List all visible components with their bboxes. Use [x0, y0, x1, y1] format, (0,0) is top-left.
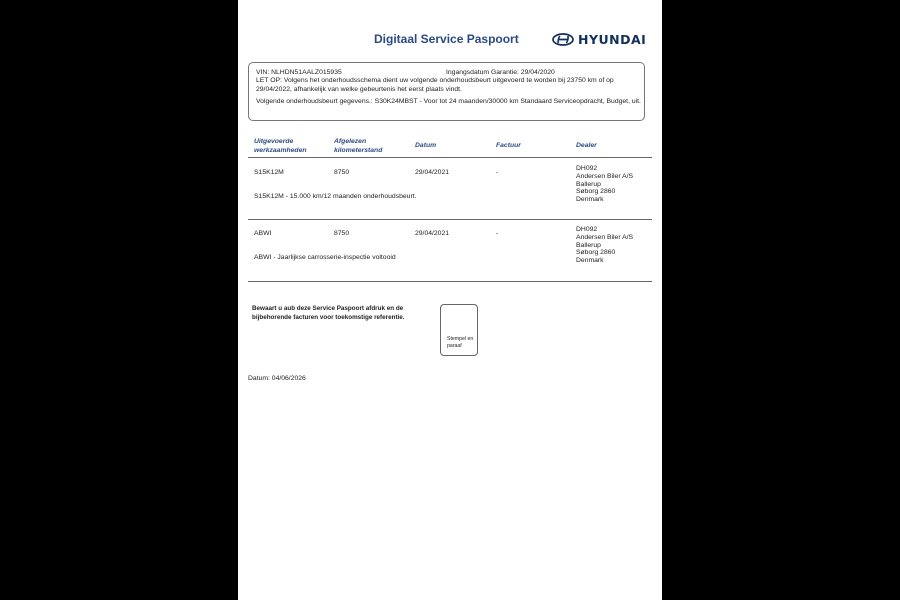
row-km: 8750 [334, 230, 350, 237]
service-note: LET OP: Volgens het onderhoudsschema dient uw volgende onderhoudsbeurt uitgevoerd te worden bij 23750 km of op 29/04/2022, afhankelijk van welke gebeurtenis het eerst plaats vindt. [256, 77, 614, 93]
table-divider [248, 219, 652, 220]
header-invoice: Factuur [496, 142, 521, 149]
table-divider [248, 281, 652, 282]
row-invoice: - [496, 169, 499, 176]
service-passport-page [238, 0, 662, 600]
info-box [248, 62, 645, 121]
row-description: ABWI - Jaarlijkse carrosserie-inspectie voltooid [254, 254, 396, 261]
row-code: S15K12M [254, 169, 284, 176]
row-km: 8750 [334, 169, 350, 176]
next-service: Volgende onderhoudsbeurt gegevens.: S30K24MBST - Voor tot 24 maanden/30000 km Standaard Serviceopdracht, Budget, uit. [256, 98, 641, 105]
warranty-date: Ingangsdatum Garantie: 29/04/2020 [446, 69, 555, 76]
brand [552, 32, 646, 47]
header-work: Uitgevoerde werkzaamheden [254, 138, 307, 154]
vin-text: VIN: NLHDN51AALZ015935 [256, 69, 342, 76]
hyundai-logo-icon [552, 33, 574, 46]
row-dealer: DH092 Andersen Biler A/S Ballerup Søborg 2860 Denmark [576, 226, 634, 265]
stamp-label: Stempel en paraaf [447, 336, 474, 349]
print-date: Datum: 04/06/2026 [248, 375, 306, 382]
row-date: 29/04/2021 [415, 169, 450, 176]
row-date: 29/04/2021 [415, 230, 450, 237]
row-invoice: - [496, 230, 499, 237]
row-description: S15K12M - 15.000 km/12 maanden onderhoudsbeurt. [254, 193, 417, 200]
stamp-box [440, 304, 478, 356]
row-code: ABWI [254, 230, 272, 237]
table-divider [248, 157, 652, 158]
header-dealer: Dealer [576, 142, 597, 149]
brand-name: HYUNDAI [578, 32, 647, 47]
document-title: Digitaal Service Paspoort [374, 32, 519, 46]
row-dealer: DH092 Andersen Biler A/S Ballerup Søborg 2860 Denmark [576, 165, 634, 204]
header-km: Afgelezen kilometerstand [334, 138, 383, 154]
header-date: Datum [415, 142, 437, 149]
keep-note: Bewaart u aub deze Service Paspoort afdruk en de bijbehorende facturen voor toekomstige referentie. [252, 305, 405, 321]
